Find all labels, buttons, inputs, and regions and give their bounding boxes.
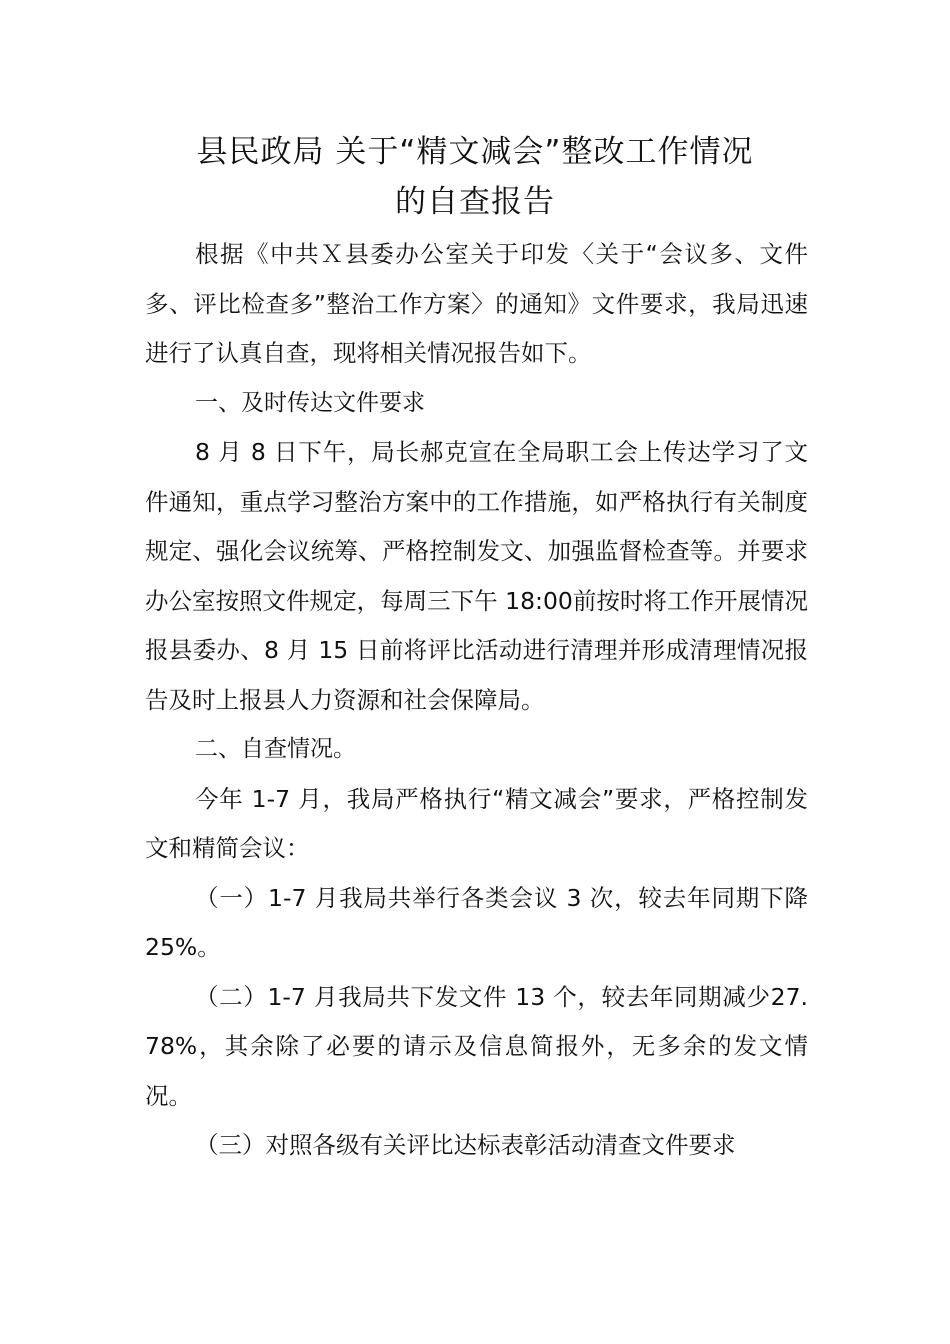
item-3-paragraph: （三）对照各级有关评比达标表彰活动清查文件要求 bbox=[195, 1131, 736, 1159]
document-body bbox=[145, 230, 808, 1171]
section-heading-2: 二、自查情况。 bbox=[195, 736, 356, 762]
section-2-intro-paragraph: 今年 1-7 月，我局严格执行“精文减会”要求，严格控制发文和精简会议： bbox=[145, 784, 808, 862]
section-1-paragraph: 8 月 8 日下午，局长郝克宣在全局职工会上传达学习了文件通知，重点学习整治方案中的工作措施，如严格执行有关制度规定、强化会议统筹、严格控制发文、加强监督检查等。并要求办公室按照文件规定，每周三下午 18:00前按时将工作开展情况报县委办、8 月 15 日前将评比活动进行清理并形成清理情况报告及时上报县人力资源和社会保障局。 bbox=[145, 438, 808, 714]
section-heading-1: 一、及时传达文件要求 bbox=[195, 389, 425, 416]
item-1-paragraph: （一）1-7 月我局共举行各类会议 3 次，较去年同期下降 25%。 bbox=[145, 883, 808, 961]
intro-paragraph: 根据《中共Ｘ县委办公室关于印发〈关于“会议多、文件多、评比检查多”整治工作方案〉的通知》文件要求，我局迅速进行了认真自查，现将相关情况报告如下。 bbox=[145, 240, 808, 367]
item-2-paragraph: （二）1-7 月我局共下发文件 13 个，较去年同期减少27.78%，其余除了必要的请示及信息简报外，无多余的发文情况。 bbox=[145, 982, 808, 1110]
document-title-line-1: 县民政局 关于“精文减会”整改工作情况 bbox=[196, 134, 754, 170]
document-title-line-2: 的自查报告 bbox=[395, 184, 555, 220]
